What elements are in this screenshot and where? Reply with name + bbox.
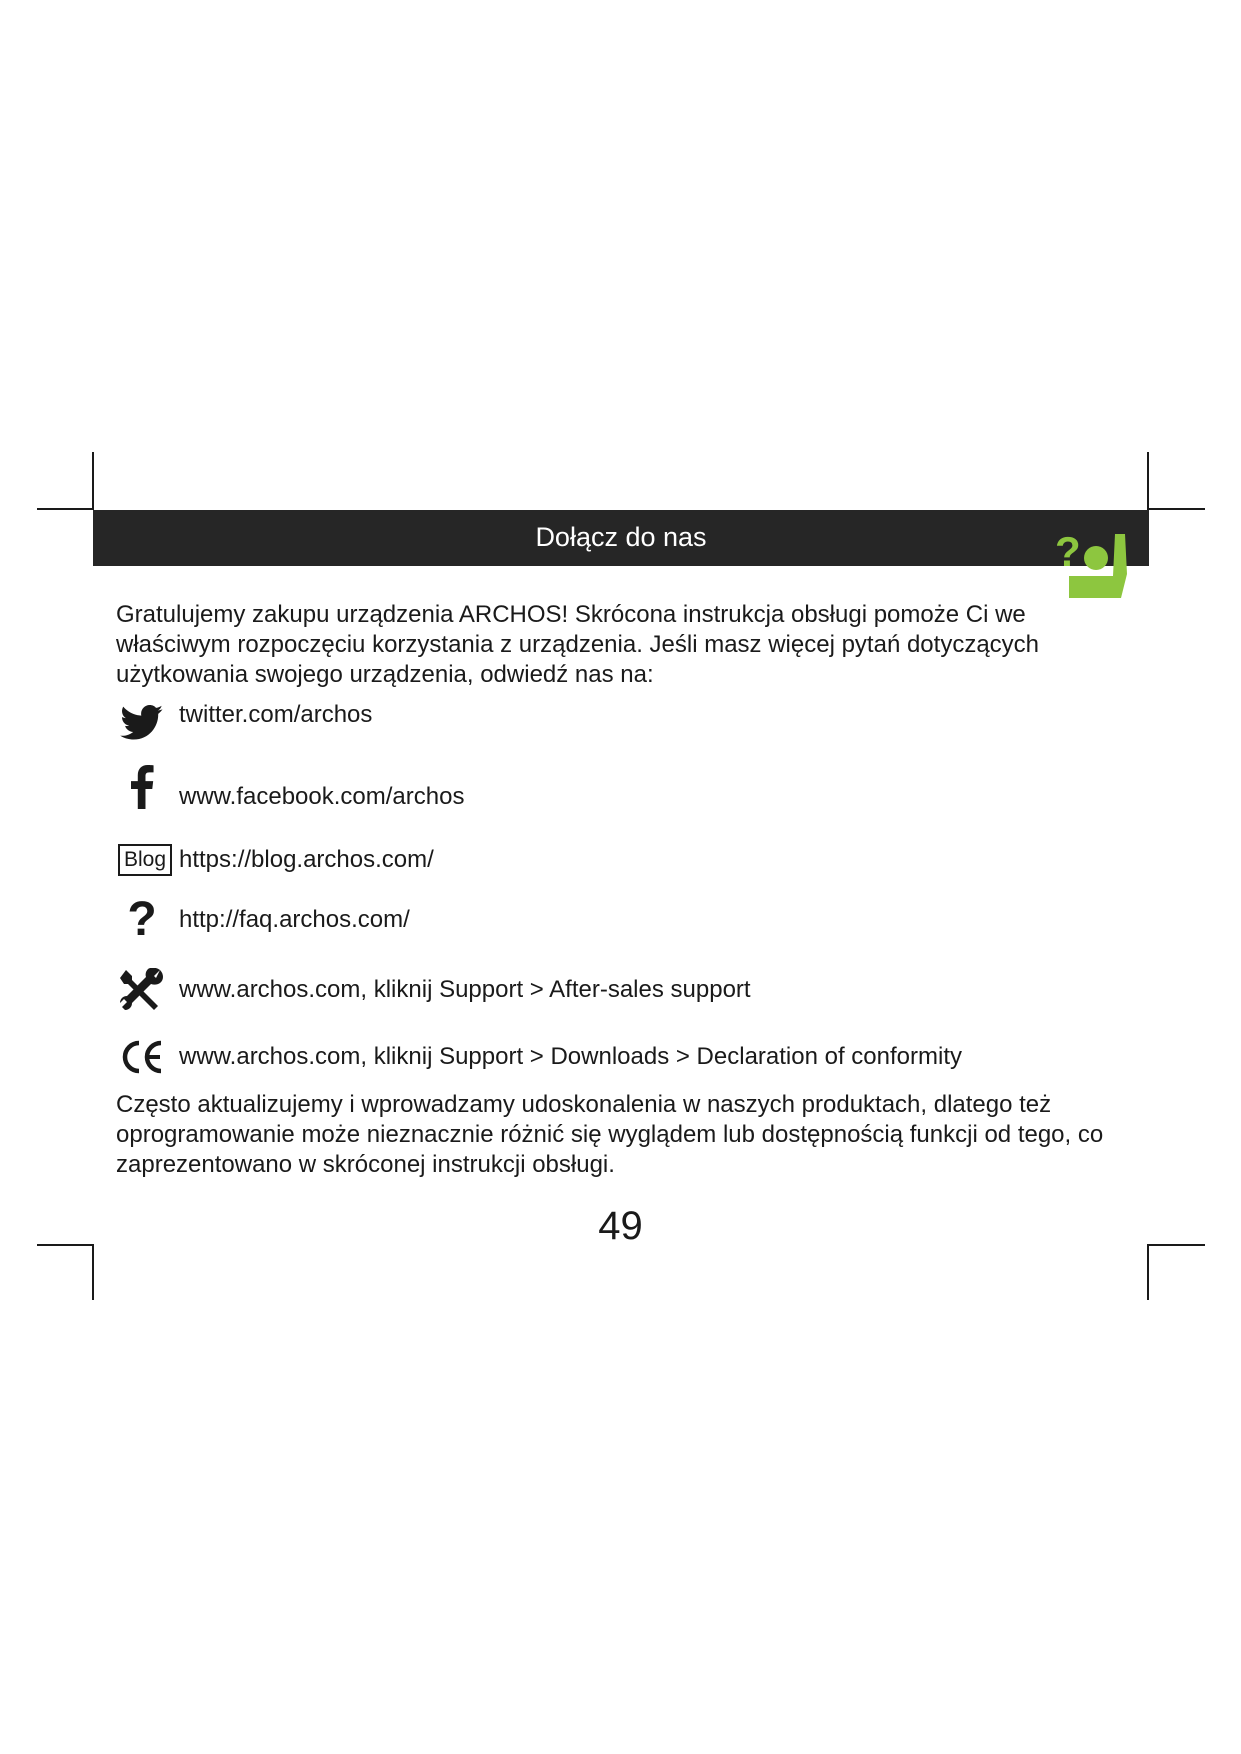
intro-paragraph: Gratulujemy zakupu urządzenia ARCHOS! Skrócona instrukcja obsługi pomoże Ci we właściwym rozpoczęciu korzystania z urządzenia. Jeśli masz więcej pytań dotyczących użytkowania swojego urządzenia, odwiedź nas na: (116, 601, 1040, 688)
facebook-link[interactable]: www.facebook.com/archos (179, 783, 465, 810)
link-row-twitter (116, 698, 1146, 748)
section-title: Dołącz do nas (535, 522, 707, 552)
crop-mark-bottom-right-vertical (1147, 1244, 1149, 1300)
crop-mark-top-right-vertical (1147, 452, 1149, 510)
faq-icon-glyph: ? (127, 893, 157, 946)
ce-mark-icon (116, 1032, 168, 1082)
after-sales-support-link[interactable]: www.archos.com, kliknij Support > After-sales support (179, 976, 751, 1003)
link-row-faq (116, 895, 1146, 945)
footer-paragraph: Często aktualizujemy i wprowadzamy udoskonalenia w naszych produktach, dlatego też oprogramowanie może nieznacznie różnić się wyglądem lub dostępnością funkcji od tego, co zaprezentowano w skróconej instrukcji obsługi. (116, 1091, 1104, 1178)
svg-text:?: ? (1055, 528, 1081, 575)
twitter-icon (116, 698, 168, 748)
facebook-icon (116, 762, 168, 812)
faq-icon (116, 895, 168, 945)
crop-mark-top-right-horizontal (1149, 508, 1205, 510)
crop-mark-bottom-left-vertical (92, 1244, 94, 1300)
blog-link[interactable]: https://blog.archos.com/ (179, 846, 434, 873)
blog-icon (116, 835, 174, 885)
section-header-bar (93, 510, 1149, 566)
declaration-of-conformity-link[interactable]: www.archos.com, kliknij Support > Downloads > Declaration of conformity (179, 1043, 962, 1070)
blog-icon-label: Blog (118, 844, 172, 876)
link-row-conformity (116, 1032, 1146, 1082)
faq-link[interactable]: http://faq.archos.com/ (179, 906, 410, 933)
twitter-link[interactable]: twitter.com/archos (179, 701, 373, 728)
link-row-facebook (116, 762, 1146, 812)
crop-mark-top-left-horizontal (37, 508, 93, 510)
crop-mark-top-left-vertical (92, 452, 94, 510)
link-row-blog (116, 835, 1146, 885)
question-hand-icon (1055, 526, 1135, 604)
page-number: 49 (598, 1204, 643, 1248)
link-row-support (116, 965, 1146, 1015)
tools-icon (116, 965, 168, 1015)
